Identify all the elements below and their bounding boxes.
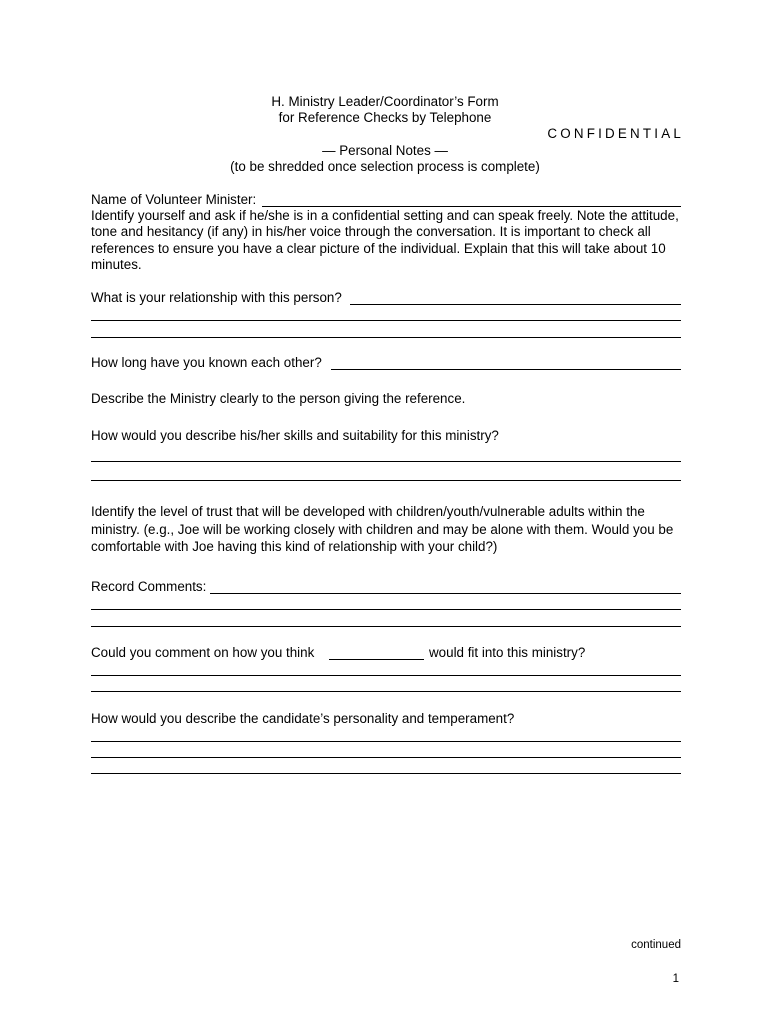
volunteer-name-field[interactable] — [262, 206, 681, 207]
personality-answer-line[interactable] — [91, 741, 681, 742]
volunteer-name-label: Name of Volunteer Minister: — [91, 192, 257, 207]
comments-answer-line[interactable] — [210, 593, 681, 594]
how-long-answer-line[interactable] — [331, 369, 681, 370]
describe-ministry-instruction: Describe the Ministry clearly to the person giving the reference. — [91, 391, 466, 406]
comments-answer-line[interactable] — [91, 609, 681, 610]
relationship-answer-line[interactable] — [350, 304, 681, 305]
continued-label: continued — [631, 939, 681, 951]
personal-notes-label: — Personal Notes — — [322, 143, 448, 158]
fit-question-part1: Could you comment on how you think — [91, 645, 315, 660]
personality-question: How would you describe the candidate’s personality and temperament? — [91, 711, 515, 726]
intro-instructions: Identify yourself and ask if he/she is in a confidential setting and can speak freely. Note the attitude, tone and hesitancy (if any) in his/her voice through the conversation. It is important to check all references to ensure you have a clear picture of the individual. Explain that this will take about 10 minutes. — [91, 208, 679, 273]
relationship-answer-line[interactable] — [91, 337, 681, 338]
how-long-question: How long have you known each other? — [91, 355, 322, 370]
skills-answer-line[interactable] — [91, 461, 681, 462]
confidential-label: CONFIDENTIAL — [547, 126, 684, 141]
relationship-question: What is your relationship with this person? — [91, 290, 342, 305]
personality-answer-line[interactable] — [91, 773, 681, 774]
page-number: 1 — [672, 973, 679, 985]
fit-question-part2: would fit into this ministry? — [429, 645, 586, 660]
skills-question: How would you describe his/her skills and suitability for this ministry? — [91, 428, 499, 443]
fit-answer-line[interactable] — [91, 691, 681, 692]
form-title-line2: for Reference Checks by Telephone — [278, 110, 492, 125]
skills-answer-line[interactable] — [91, 480, 681, 481]
form-title-line1: H. Ministry Leader/Coordinator’s Form — [271, 94, 499, 109]
relationship-answer-line[interactable] — [91, 320, 681, 321]
candidate-name-blank[interactable] — [329, 659, 424, 660]
comments-answer-line[interactable] — [91, 626, 681, 627]
record-comments-label: Record Comments: — [91, 579, 207, 594]
trust-instructions: Identify the level of trust that will be developed with children/youth/vulnerable adults within the ministry. (e.g., Joe will be working closely with children and may be alone with them. Would you be comfortable with Joe having this kind of relationship with your child?) — [91, 504, 674, 554]
personality-answer-line[interactable] — [91, 757, 681, 758]
shred-note: (to be shredded once selection process is complete) — [230, 159, 540, 174]
fit-answer-line[interactable] — [91, 675, 681, 676]
